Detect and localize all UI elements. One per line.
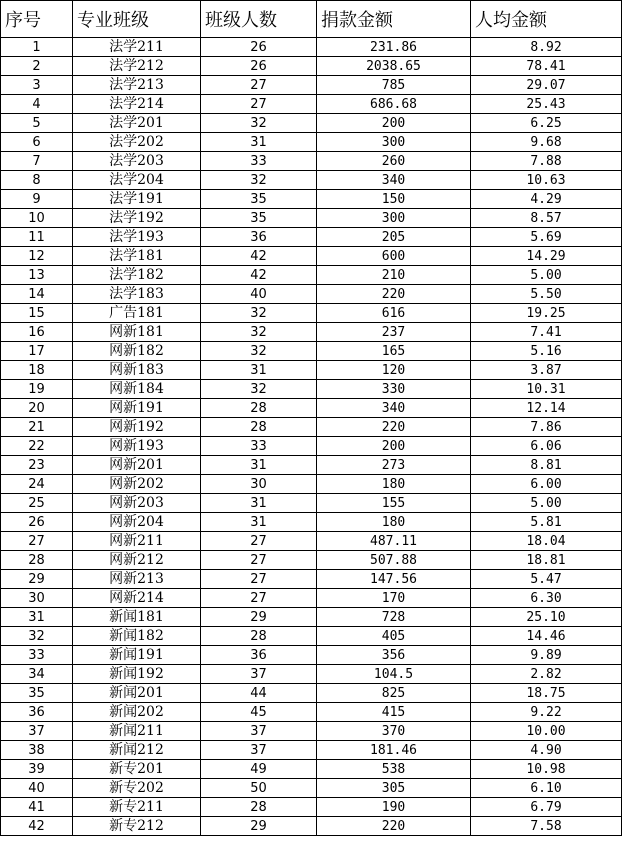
- table-row: [1, 513, 622, 532]
- cell-index: 29: [1, 570, 73, 589]
- cell-count: 29: [201, 608, 317, 627]
- cell-class: 法学193: [73, 228, 201, 247]
- cell-average: 3.87: [471, 361, 622, 380]
- cell-amount: 305: [317, 779, 471, 798]
- cell-average: 10.31: [471, 380, 622, 399]
- cell-index: 15: [1, 304, 73, 323]
- cell-class: 网新214: [73, 589, 201, 608]
- cell-count: 32: [201, 304, 317, 323]
- cell-average: 4.90: [471, 741, 622, 760]
- cell-count: 31: [201, 494, 317, 513]
- table-row: [1, 76, 622, 95]
- cell-class: 新闻182: [73, 627, 201, 646]
- cell-amount: 356: [317, 646, 471, 665]
- cell-index: 42: [1, 817, 73, 836]
- table-row: [1, 38, 622, 57]
- cell-class: 网新213: [73, 570, 201, 589]
- cell-count: 37: [201, 665, 317, 684]
- cell-class: 新专202: [73, 779, 201, 798]
- cell-average: 18.81: [471, 551, 622, 570]
- cell-index: 11: [1, 228, 73, 247]
- cell-average: 8.81: [471, 456, 622, 475]
- header-index: 序号: [1, 1, 73, 38]
- cell-amount: 180: [317, 475, 471, 494]
- cell-class: 法学201: [73, 114, 201, 133]
- cell-average: 6.00: [471, 475, 622, 494]
- cell-amount: 231.86: [317, 38, 471, 57]
- table-row: [1, 741, 622, 760]
- cell-index: 26: [1, 513, 73, 532]
- table-row: [1, 684, 622, 703]
- cell-index: 10: [1, 209, 73, 228]
- cell-average: 5.00: [471, 494, 622, 513]
- cell-index: 9: [1, 190, 73, 209]
- cell-count: 27: [201, 532, 317, 551]
- cell-class: 法学212: [73, 57, 201, 76]
- cell-class: 网新203: [73, 494, 201, 513]
- cell-average: 18.04: [471, 532, 622, 551]
- cell-count: 26: [201, 57, 317, 76]
- cell-amount: 220: [317, 817, 471, 836]
- cell-count: 49: [201, 760, 317, 779]
- cell-amount: 200: [317, 114, 471, 133]
- cell-count: 32: [201, 323, 317, 342]
- cell-index: 38: [1, 741, 73, 760]
- cell-class: 网新201: [73, 456, 201, 475]
- cell-class: 网新193: [73, 437, 201, 456]
- cell-index: 3: [1, 76, 73, 95]
- cell-count: 42: [201, 247, 317, 266]
- header-count: 班级人数: [201, 1, 317, 38]
- cell-amount: 273: [317, 456, 471, 475]
- cell-count: 37: [201, 741, 317, 760]
- cell-average: 6.25: [471, 114, 622, 133]
- cell-amount: 538: [317, 760, 471, 779]
- cell-index: 41: [1, 798, 73, 817]
- cell-amount: 600: [317, 247, 471, 266]
- cell-class: 新专201: [73, 760, 201, 779]
- cell-amount: 147.56: [317, 570, 471, 589]
- cell-count: 35: [201, 190, 317, 209]
- header-class: 专业班级: [73, 1, 201, 38]
- table-row: [1, 722, 622, 741]
- cell-average: 6.06: [471, 437, 622, 456]
- cell-index: 33: [1, 646, 73, 665]
- cell-count: 44: [201, 684, 317, 703]
- table-row: [1, 361, 622, 380]
- cell-index: 32: [1, 627, 73, 646]
- cell-amount: 104.5: [317, 665, 471, 684]
- cell-class: 新闻211: [73, 722, 201, 741]
- cell-index: 36: [1, 703, 73, 722]
- cell-index: 16: [1, 323, 73, 342]
- cell-class: 法学191: [73, 190, 201, 209]
- cell-count: 33: [201, 437, 317, 456]
- cell-average: 5.50: [471, 285, 622, 304]
- cell-index: 14: [1, 285, 73, 304]
- cell-class: 法学203: [73, 152, 201, 171]
- cell-average: 12.14: [471, 399, 622, 418]
- cell-average: 9.22: [471, 703, 622, 722]
- cell-index: 34: [1, 665, 73, 684]
- cell-index: 22: [1, 437, 73, 456]
- cell-index: 13: [1, 266, 73, 285]
- table-row: [1, 57, 622, 76]
- table-row: [1, 703, 622, 722]
- cell-amount: 487.11: [317, 532, 471, 551]
- cell-average: 7.88: [471, 152, 622, 171]
- cell-average: 2.82: [471, 665, 622, 684]
- cell-average: 19.25: [471, 304, 622, 323]
- cell-index: 28: [1, 551, 73, 570]
- cell-count: 28: [201, 399, 317, 418]
- cell-amount: 237: [317, 323, 471, 342]
- cell-class: 网新202: [73, 475, 201, 494]
- cell-amount: 260: [317, 152, 471, 171]
- cell-class: 法学183: [73, 285, 201, 304]
- cell-amount: 340: [317, 171, 471, 190]
- cell-amount: 150: [317, 190, 471, 209]
- cell-index: 21: [1, 418, 73, 437]
- cell-index: 17: [1, 342, 73, 361]
- cell-average: 14.29: [471, 247, 622, 266]
- cell-index: 27: [1, 532, 73, 551]
- cell-average: 9.68: [471, 133, 622, 152]
- table-row: [1, 114, 622, 133]
- cell-index: 4: [1, 95, 73, 114]
- table-row: [1, 570, 622, 589]
- cell-count: 35: [201, 209, 317, 228]
- cell-amount: 205: [317, 228, 471, 247]
- cell-average: 5.81: [471, 513, 622, 532]
- cell-average: 4.29: [471, 190, 622, 209]
- cell-class: 网新192: [73, 418, 201, 437]
- cell-index: 8: [1, 171, 73, 190]
- table-row: [1, 380, 622, 399]
- cell-amount: 370: [317, 722, 471, 741]
- table-row: [1, 152, 622, 171]
- cell-index: 5: [1, 114, 73, 133]
- cell-count: 31: [201, 513, 317, 532]
- cell-amount: 190: [317, 798, 471, 817]
- cell-class: 法学211: [73, 38, 201, 57]
- cell-amount: 405: [317, 627, 471, 646]
- cell-average: 6.79: [471, 798, 622, 817]
- table-row: [1, 475, 622, 494]
- table-row: [1, 247, 622, 266]
- table-row: [1, 342, 622, 361]
- cell-count: 31: [201, 456, 317, 475]
- cell-average: 6.10: [471, 779, 622, 798]
- header-amount: 捐款金额: [317, 1, 471, 38]
- table-row: [1, 190, 622, 209]
- cell-amount: 507.88: [317, 551, 471, 570]
- cell-index: 6: [1, 133, 73, 152]
- table-row: [1, 133, 622, 152]
- cell-index: 23: [1, 456, 73, 475]
- cell-class: 网新182: [73, 342, 201, 361]
- cell-amount: 220: [317, 285, 471, 304]
- cell-amount: 155: [317, 494, 471, 513]
- cell-average: 29.07: [471, 76, 622, 95]
- cell-average: 18.75: [471, 684, 622, 703]
- cell-amount: 330: [317, 380, 471, 399]
- table-row: [1, 437, 622, 456]
- cell-amount: 616: [317, 304, 471, 323]
- cell-average: 25.10: [471, 608, 622, 627]
- cell-average: 7.86: [471, 418, 622, 437]
- cell-average: 10.98: [471, 760, 622, 779]
- cell-amount: 200: [317, 437, 471, 456]
- cell-amount: 785: [317, 76, 471, 95]
- table-row: [1, 266, 622, 285]
- cell-class: 新闻201: [73, 684, 201, 703]
- cell-class: 网新183: [73, 361, 201, 380]
- cell-class: 法学204: [73, 171, 201, 190]
- cell-count: 29: [201, 817, 317, 836]
- cell-index: 19: [1, 380, 73, 399]
- cell-class: 广告181: [73, 304, 201, 323]
- cell-count: 27: [201, 76, 317, 95]
- cell-amount: 340: [317, 399, 471, 418]
- cell-average: 8.57: [471, 209, 622, 228]
- cell-amount: 415: [317, 703, 471, 722]
- cell-index: 2: [1, 57, 73, 76]
- cell-index: 35: [1, 684, 73, 703]
- header-row: [1, 1, 622, 38]
- cell-count: 33: [201, 152, 317, 171]
- cell-index: 24: [1, 475, 73, 494]
- cell-class: 网新211: [73, 532, 201, 551]
- cell-average: 8.92: [471, 38, 622, 57]
- table-row: [1, 285, 622, 304]
- cell-count: 45: [201, 703, 317, 722]
- cell-count: 42: [201, 266, 317, 285]
- cell-count: 30: [201, 475, 317, 494]
- cell-average: 7.58: [471, 817, 622, 836]
- table-row: [1, 171, 622, 190]
- table-row: [1, 646, 622, 665]
- cell-count: 31: [201, 361, 317, 380]
- cell-index: 30: [1, 589, 73, 608]
- table-row: [1, 627, 622, 646]
- cell-index: 25: [1, 494, 73, 513]
- cell-amount: 728: [317, 608, 471, 627]
- cell-count: 26: [201, 38, 317, 57]
- table-row: [1, 608, 622, 627]
- table-row: [1, 304, 622, 323]
- cell-average: 6.30: [471, 589, 622, 608]
- cell-class: 网新191: [73, 399, 201, 418]
- cell-average: 5.69: [471, 228, 622, 247]
- table-row: [1, 532, 622, 551]
- table-row: [1, 418, 622, 437]
- table-row: [1, 494, 622, 513]
- cell-count: 37: [201, 722, 317, 741]
- table-row: [1, 399, 622, 418]
- cell-class: 法学182: [73, 266, 201, 285]
- cell-average: 10.63: [471, 171, 622, 190]
- cell-amount: 300: [317, 133, 471, 152]
- cell-class: 法学213: [73, 76, 201, 95]
- cell-amount: 210: [317, 266, 471, 285]
- cell-class: 法学214: [73, 95, 201, 114]
- cell-class: 新闻212: [73, 741, 201, 760]
- cell-average: 10.00: [471, 722, 622, 741]
- cell-count: 28: [201, 418, 317, 437]
- table-row: [1, 456, 622, 475]
- cell-index: 31: [1, 608, 73, 627]
- cell-average: 14.46: [471, 627, 622, 646]
- cell-class: 网新181: [73, 323, 201, 342]
- cell-count: 31: [201, 133, 317, 152]
- table-row: [1, 551, 622, 570]
- cell-class: 网新204: [73, 513, 201, 532]
- cell-index: 40: [1, 779, 73, 798]
- table-row: [1, 760, 622, 779]
- cell-count: 27: [201, 95, 317, 114]
- cell-average: 5.47: [471, 570, 622, 589]
- table-row: [1, 798, 622, 817]
- cell-amount: 165: [317, 342, 471, 361]
- cell-amount: 300: [317, 209, 471, 228]
- cell-class: 法学192: [73, 209, 201, 228]
- table-body: [1, 38, 622, 836]
- cell-index: 18: [1, 361, 73, 380]
- cell-count: 27: [201, 589, 317, 608]
- cell-count: 50: [201, 779, 317, 798]
- cell-amount: 120: [317, 361, 471, 380]
- cell-class: 新闻202: [73, 703, 201, 722]
- cell-average: 7.41: [471, 323, 622, 342]
- cell-amount: 181.46: [317, 741, 471, 760]
- cell-class: 新专211: [73, 798, 201, 817]
- table-row: [1, 779, 622, 798]
- cell-count: 36: [201, 646, 317, 665]
- cell-index: 20: [1, 399, 73, 418]
- cell-amount: 180: [317, 513, 471, 532]
- cell-amount: 825: [317, 684, 471, 703]
- cell-amount: 170: [317, 589, 471, 608]
- cell-count: 27: [201, 570, 317, 589]
- cell-count: 27: [201, 551, 317, 570]
- table-row: [1, 95, 622, 114]
- cell-average: 5.16: [471, 342, 622, 361]
- table-row: [1, 589, 622, 608]
- cell-count: 32: [201, 380, 317, 399]
- cell-average: 5.00: [471, 266, 622, 285]
- cell-average: 78.41: [471, 57, 622, 76]
- cell-count: 40: [201, 285, 317, 304]
- cell-index: 37: [1, 722, 73, 741]
- cell-index: 39: [1, 760, 73, 779]
- cell-class: 新专212: [73, 817, 201, 836]
- cell-class: 新闻192: [73, 665, 201, 684]
- cell-index: 7: [1, 152, 73, 171]
- cell-class: 网新184: [73, 380, 201, 399]
- cell-class: 网新212: [73, 551, 201, 570]
- table-row: [1, 817, 622, 836]
- cell-amount: 220: [317, 418, 471, 437]
- cell-count: 36: [201, 228, 317, 247]
- cell-index: 1: [1, 38, 73, 57]
- cell-class: 法学202: [73, 133, 201, 152]
- cell-count: 28: [201, 798, 317, 817]
- cell-count: 32: [201, 114, 317, 133]
- cell-count: 32: [201, 342, 317, 361]
- cell-average: 9.89: [471, 646, 622, 665]
- cell-class: 新闻191: [73, 646, 201, 665]
- cell-amount: 2038.65: [317, 57, 471, 76]
- table-row: [1, 323, 622, 342]
- cell-class: 法学181: [73, 247, 201, 266]
- cell-index: 12: [1, 247, 73, 266]
- cell-average: 25.43: [471, 95, 622, 114]
- cell-amount: 686.68: [317, 95, 471, 114]
- table-row: [1, 665, 622, 684]
- table-row: [1, 228, 622, 247]
- cell-class: 新闻181: [73, 608, 201, 627]
- cell-count: 28: [201, 627, 317, 646]
- table-row: [1, 209, 622, 228]
- header-average: 人均金额: [471, 1, 622, 38]
- cell-count: 32: [201, 171, 317, 190]
